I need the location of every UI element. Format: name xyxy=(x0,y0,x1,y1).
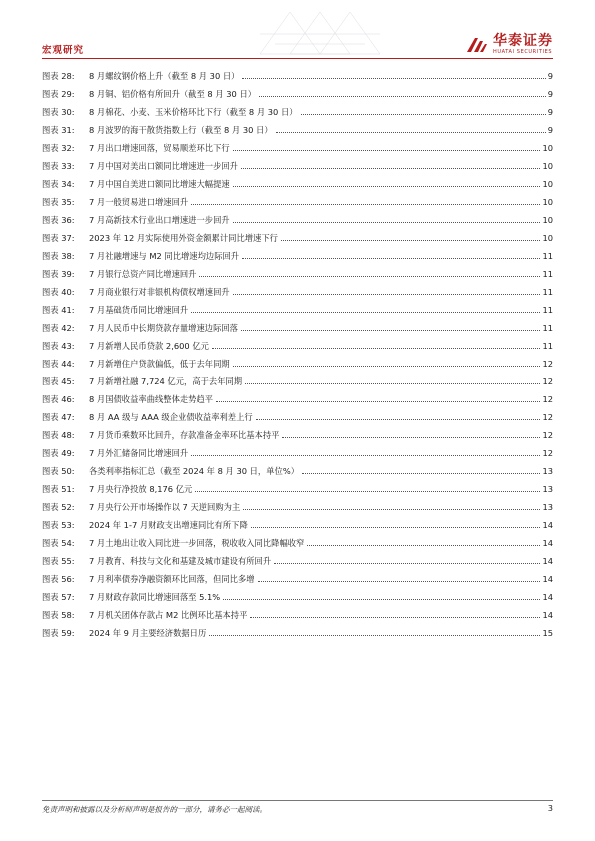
toc-leader-dots xyxy=(242,258,540,259)
toc-entry-label: 图表 48: xyxy=(42,430,75,441)
toc-leader-dots xyxy=(281,240,541,241)
toc-entry-title: 各类利率指标汇总（截至 2024 年 8 月 30 日，单位%） xyxy=(89,466,300,477)
toc-entry-title: 7 月外汇储备同比增速回升 xyxy=(89,448,189,459)
toc-entry-page: 11 xyxy=(542,340,553,351)
toc-leader-dots xyxy=(258,581,541,582)
footer-disclaimer: 免责声明和披露以及分析师声明是报告的一部分，请务必一起阅读。 xyxy=(42,805,267,814)
toc-entry-label: 图表 35: xyxy=(42,196,75,207)
toc-entry-label: 图表 42: xyxy=(42,322,75,333)
toc-entry-title: 8 月棉花、小麦、玉米价格环比下行（截至 8 月 30 日） xyxy=(89,106,298,117)
toc-entry-label: 图表 38: xyxy=(42,250,75,261)
toc-leader-dots xyxy=(233,294,541,295)
toc-entry-label: 图表 39: xyxy=(42,268,75,279)
toc-entry-label: 图表 41: xyxy=(42,304,75,315)
toc-entry[interactable] xyxy=(42,250,553,268)
toc-entry-title: 7 月央行公开市场操作以 7 天逆回购为主 xyxy=(89,502,241,513)
toc-leader-dots xyxy=(233,222,541,223)
toc-entry[interactable] xyxy=(42,555,553,573)
toc-leader-dots xyxy=(191,312,540,313)
toc-entry-label: 图表 57: xyxy=(42,592,75,603)
toc-entry-title: 8 月 AA 级与 AAA 级企业债收益率利差上行 xyxy=(89,412,253,423)
brand-name-cn: 华泰证券 xyxy=(493,33,553,49)
toc-entry-label: 图表 36: xyxy=(42,214,75,225)
toc-entry-page: 9 xyxy=(547,106,553,117)
toc-leader-dots xyxy=(233,366,541,367)
toc-entry-page: 9 xyxy=(547,71,553,81)
toc-entry-title: 2024 年 9 月主要经济数据日历 xyxy=(89,628,207,639)
toc-leader-dots xyxy=(241,168,540,169)
toc-entry-title: 2023 年 12 月实际使用外资金额累计同比增速下行 xyxy=(89,232,278,243)
toc-leader-dots xyxy=(212,348,541,349)
toc-leader-dots xyxy=(256,419,541,420)
toc-entry-title: 7 月出口增速回落，贸易顺差环比下行 xyxy=(89,142,230,153)
toc-entry-title: 8 月螺纹钢价格上升（截至 8 月 30 日） xyxy=(89,71,240,81)
toc-entry-label: 图表 47: xyxy=(42,412,75,423)
toc-leader-dots xyxy=(243,509,540,510)
toc-entry-label: 图表 52: xyxy=(42,502,75,513)
toc-entry-title: 7 月社融增速与 M2 同比增速均边际回升 xyxy=(89,250,240,261)
toc-entry-page: 10 xyxy=(542,214,553,225)
toc-entry-label: 图表 30: xyxy=(42,106,75,117)
toc-entry-page: 14 xyxy=(542,574,553,585)
toc-entry[interactable] xyxy=(42,573,553,591)
toc-leader-dots xyxy=(216,401,540,402)
toc-entry-label: 图表 32: xyxy=(42,142,75,153)
toc-entry-page: 11 xyxy=(542,268,553,279)
toc-entry[interactable] xyxy=(42,429,553,447)
toc-leader-dots xyxy=(251,527,541,528)
toc-leader-dots xyxy=(233,186,541,187)
toc-leader-dots xyxy=(307,545,540,546)
toc-entry[interactable] xyxy=(42,483,553,501)
toc-entry-label: 图表 37: xyxy=(42,232,75,243)
toc-entry-title: 7 月中国对美出口额同比增速进一步回升 xyxy=(89,160,238,171)
toc-entry-title: 7 月商业银行对非银机构债权增速回升 xyxy=(89,286,230,297)
toc-entry-page: 11 xyxy=(542,304,553,315)
toc-entry-page: 13 xyxy=(542,484,553,495)
brand-name-en: HUATAI SECURITIES xyxy=(493,49,553,55)
toc-entry-label: 图表 53: xyxy=(42,520,75,531)
toc-entry-title: 7 月机关团体存款占 M2 比例环比基本持平 xyxy=(89,610,248,621)
toc-entry-page: 9 xyxy=(547,88,553,99)
toc-entry-page: 12 xyxy=(542,430,553,441)
toc-entry[interactable] xyxy=(42,214,553,232)
toc-entry-label: 图表 33: xyxy=(42,160,75,171)
toc-leader-dots xyxy=(250,617,540,618)
toc-entry-label: 图表 31: xyxy=(42,124,75,135)
toc-entry[interactable] xyxy=(42,322,553,340)
toc-entry-page: 12 xyxy=(542,358,553,369)
toc-entry[interactable] xyxy=(42,609,553,627)
toc-entry-label: 图表 43: xyxy=(42,340,75,351)
toc-entry-title: 7 月土地出让收入同比进一步回落，税收收入同比降幅收窄 xyxy=(89,538,305,549)
toc-entry[interactable] xyxy=(42,375,553,393)
toc-entry-label: 图表 45: xyxy=(42,376,75,387)
toc-entry-label: 图表 58: xyxy=(42,610,75,621)
toc-entry-page: 14 xyxy=(542,520,553,531)
toc-entry-page: 15 xyxy=(542,628,553,639)
toc-entry-page: 10 xyxy=(542,196,553,207)
toc-entry-page: 13 xyxy=(542,466,553,477)
toc-entry[interactable] xyxy=(42,106,553,124)
toc-entry-page: 9 xyxy=(547,124,553,135)
toc-entry-label: 图表 44: xyxy=(42,358,75,369)
toc-entry-title: 7 月新增社融 7,724 亿元，高于去年同期 xyxy=(89,376,243,387)
toc-entry[interactable] xyxy=(42,537,553,555)
toc-entry[interactable] xyxy=(42,196,553,214)
toc-entry-label: 图表 34: xyxy=(42,178,75,189)
toc-entry-label: 图表 49: xyxy=(42,448,75,459)
toc-entry[interactable] xyxy=(42,160,553,178)
toc-entry[interactable] xyxy=(42,340,553,358)
toc-leader-dots xyxy=(245,383,540,384)
toc-entry[interactable] xyxy=(42,70,553,88)
toc-entry-title: 7 月基础货币同比增速回升 xyxy=(89,304,189,315)
page-number: 3 xyxy=(547,804,553,813)
watermark-graphic xyxy=(250,4,390,60)
toc-entry-page: 14 xyxy=(542,592,553,603)
toc-entry-page: 12 xyxy=(542,376,553,387)
toc-entry-label: 图表 55: xyxy=(42,556,75,567)
toc-entry-page: 14 xyxy=(542,610,553,621)
toc-entry-label: 图表 51: xyxy=(42,484,75,495)
toc-entry-title: 7 月利率债券净融资额环比回落，但同比多增 xyxy=(89,574,255,585)
toc-entry-page: 10 xyxy=(542,178,553,189)
toc-entry-page: 12 xyxy=(542,394,553,405)
toc-leader-dots xyxy=(195,491,540,492)
section-tag: 宏观研究 xyxy=(42,45,85,56)
toc-entry[interactable] xyxy=(42,393,553,411)
toc-leader-dots xyxy=(274,563,540,564)
toc-entry-title: 7 月货币乘数环比回升，存款准备金率环比基本持平 xyxy=(89,430,280,441)
toc-leader-dots xyxy=(259,96,546,97)
toc-entry-label: 图表 46: xyxy=(42,394,75,405)
toc-leader-dots xyxy=(199,276,540,277)
toc-entry[interactable] xyxy=(42,178,553,196)
header-divider xyxy=(42,58,553,59)
toc-leader-dots xyxy=(191,204,540,205)
toc-entry[interactable] xyxy=(42,501,553,519)
toc-entry[interactable] xyxy=(42,519,553,537)
toc-entry[interactable] xyxy=(42,232,553,250)
toc-entry-title: 2024 年 1-7 月财政支出增速同比有所下降 xyxy=(89,520,248,531)
toc-leader-dots xyxy=(223,599,540,600)
toc-entry[interactable] xyxy=(42,411,553,429)
toc-entry-title: 7 月央行净投放 8,176 亿元 xyxy=(89,484,193,495)
toc-leader-dots xyxy=(282,437,540,438)
toc-leader-dots xyxy=(191,455,540,456)
toc-leader-dots xyxy=(241,330,540,331)
toc-entry[interactable] xyxy=(42,591,553,609)
toc-leader-dots xyxy=(242,78,545,79)
toc-entry-page: 12 xyxy=(542,412,553,423)
toc-entry-title: 8 月国债收益率曲线整体走势趋平 xyxy=(89,394,214,405)
toc-entry[interactable] xyxy=(42,304,553,322)
toc-entry[interactable] xyxy=(42,142,553,160)
footer-divider xyxy=(42,800,553,801)
toc-entry-title: 7 月人民币中长期贷款存量增速边际回落 xyxy=(89,322,238,333)
toc-leader-dots xyxy=(301,114,546,115)
toc-entry-page: 10 xyxy=(542,232,553,243)
toc-entry[interactable] xyxy=(42,124,553,142)
toc-entry-title: 7 月高新技术行业出口增速进一步回升 xyxy=(89,214,230,225)
toc-entry[interactable] xyxy=(42,627,553,645)
brand-logo-icon xyxy=(465,35,489,55)
toc-entry-page: 14 xyxy=(542,556,553,567)
toc-leader-dots xyxy=(302,473,540,474)
toc-entry-label: 图表 28: xyxy=(42,71,75,81)
toc-entry-label: 图表 29: xyxy=(42,88,75,99)
toc-entry-title: 7 月财政存款同比增速回落至 5.1% xyxy=(89,592,221,603)
toc-entry-page: 13 xyxy=(542,502,553,513)
toc-entry[interactable] xyxy=(42,268,553,286)
toc-leader-dots xyxy=(209,635,540,636)
toc-entry-page: 10 xyxy=(542,142,553,153)
toc-entry-label: 图表 40: xyxy=(42,286,75,297)
toc-entry-page: 14 xyxy=(542,538,553,549)
toc-entry[interactable] xyxy=(42,88,553,106)
toc-entry-title: 7 月新增住户贷款偏低，低于去年同期 xyxy=(89,358,230,369)
toc-entry-title: 7 月教育、科技与文化和基建及城市建设有所回升 xyxy=(89,556,272,567)
toc-entry-title: 8 月铜、铝价格有所回升（截至 8 月 30 日） xyxy=(89,88,257,99)
toc-leader-dots xyxy=(276,132,546,133)
toc-entry-label: 图表 59: xyxy=(42,628,75,639)
toc-entry[interactable] xyxy=(42,286,553,304)
toc-entry-title: 7 月银行总资产同比增速回升 xyxy=(89,268,197,279)
toc-entry-page: 11 xyxy=(542,322,553,333)
toc-leader-dots xyxy=(233,150,541,151)
toc-entry-title: 8 月波罗的海干散货指数上行（截至 8 月 30 日） xyxy=(89,124,273,135)
toc-entry-title: 7 月中国自美进口额同比增速大幅提速 xyxy=(89,178,230,189)
figure-index xyxy=(42,70,553,645)
toc-entry[interactable] xyxy=(42,358,553,376)
toc-entry-title: 7 月一般贸易进口增速回升 xyxy=(89,196,189,207)
toc-entry-page: 11 xyxy=(542,286,553,297)
toc-entry-title: 7 月新增人民币贷款 2,600 亿元 xyxy=(89,340,209,351)
toc-entry-page: 10 xyxy=(542,160,553,171)
toc-entry-label: 图表 54: xyxy=(42,538,75,549)
toc-entry-label: 图表 50: xyxy=(42,466,75,477)
toc-entry[interactable] xyxy=(42,465,553,483)
toc-entry-label: 图表 56: xyxy=(42,574,75,585)
toc-entry-page: 11 xyxy=(542,250,553,261)
brand-logo xyxy=(465,34,553,55)
toc-entry[interactable] xyxy=(42,447,553,465)
toc-entry-page: 12 xyxy=(542,448,553,459)
